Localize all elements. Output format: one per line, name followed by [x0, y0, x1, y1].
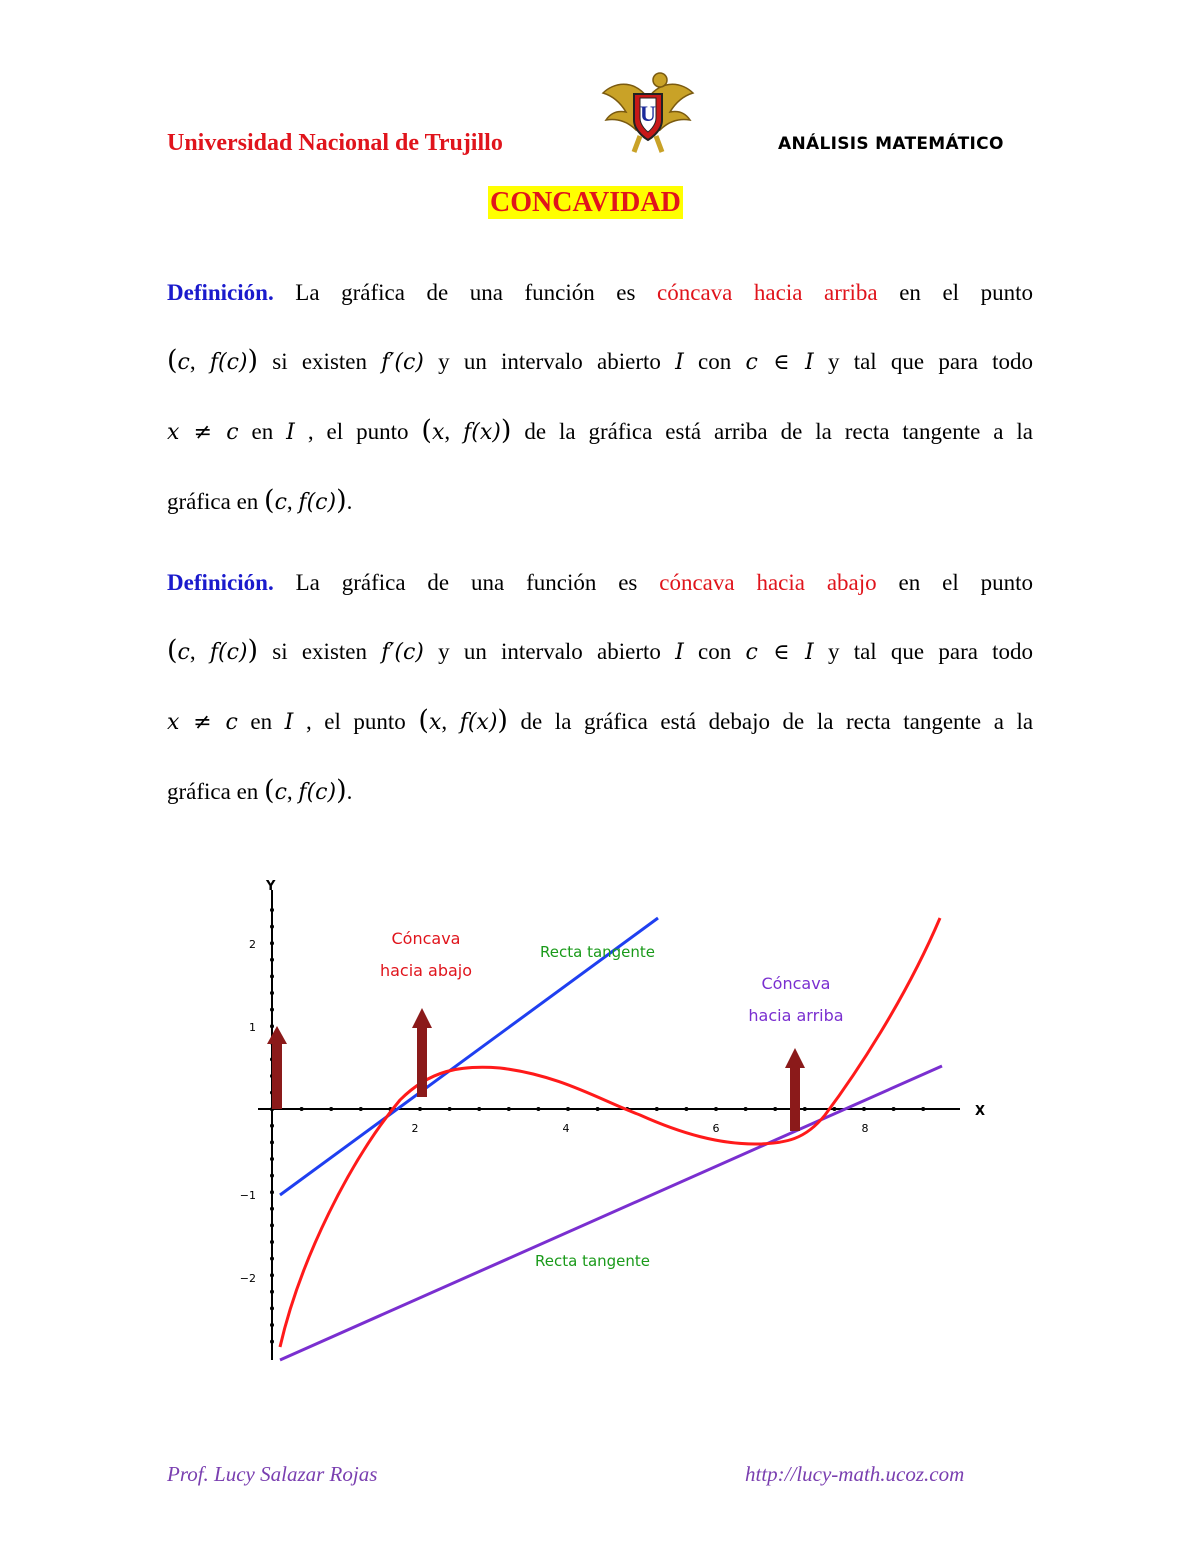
y-tick — [270, 1240, 274, 1244]
function-curve — [280, 918, 940, 1347]
arrow-icon — [785, 1048, 805, 1131]
definition-label: Definición. — [167, 570, 274, 595]
y-tick — [270, 1257, 274, 1261]
concave-down-term: cóncava hacia abajo — [659, 570, 877, 595]
concavity-graph — [240, 860, 1000, 1370]
y-tick — [270, 1290, 274, 1294]
y-tick-label: 2 — [249, 938, 256, 951]
footer-url[interactable]: http://lucy-math.ucoz.com — [745, 1462, 965, 1486]
y-tick — [270, 974, 274, 978]
y-tick — [270, 1174, 274, 1178]
x-tick — [773, 1107, 777, 1111]
x-tick — [329, 1107, 333, 1111]
x-tick — [921, 1107, 925, 1111]
y-tick — [270, 1340, 274, 1344]
x-tick — [714, 1107, 718, 1111]
x-tick — [803, 1107, 807, 1111]
tangent-label: Recta tangente — [535, 1252, 651, 1270]
footer-author: Prof. Lucy Salazar Rojas — [167, 1462, 378, 1486]
x-tick — [596, 1107, 600, 1111]
y-tick — [270, 1124, 274, 1128]
y-tick — [270, 1008, 274, 1012]
university-logo — [598, 68, 698, 156]
tangent-line-bottom — [280, 1066, 942, 1360]
y-tick — [270, 991, 274, 995]
x-axis-label: X — [975, 1104, 986, 1119]
y-tick-label: 1 — [249, 1021, 256, 1034]
x-tick — [744, 1107, 748, 1111]
concave-down-label: hacia abajo — [379, 961, 473, 980]
x-tick — [359, 1107, 363, 1111]
university-name: Universidad Nacional de Trujillo — [167, 130, 503, 156]
arrow-icon — [267, 1026, 287, 1109]
y-tick — [270, 1024, 274, 1028]
x-tick — [892, 1107, 896, 1111]
x-tick-label: 2 — [411, 1122, 419, 1135]
definition-label: Definición. — [167, 280, 274, 305]
tangent-label: Recta tangente — [540, 943, 656, 961]
x-tick — [477, 1107, 481, 1111]
x-tick — [862, 1107, 866, 1111]
concave-up-term: cóncava hacia arriba — [657, 280, 878, 305]
page-title: CONCAVIDAD — [490, 187, 681, 218]
svg-text:U: U — [640, 101, 656, 126]
y-tick — [270, 925, 274, 929]
x-tick-label: 8 — [861, 1122, 869, 1135]
x-tick — [300, 1107, 304, 1111]
concave-up-label: hacia arriba — [748, 1006, 844, 1025]
arrow-icon — [412, 1008, 432, 1097]
course-name: ANÁLISIS MATEMÁTICO — [778, 134, 1004, 154]
y-tick — [270, 1323, 274, 1327]
y-tick — [270, 1140, 274, 1144]
y-tick — [270, 1190, 274, 1194]
x-tick — [448, 1107, 452, 1111]
x-tick-label: 6 — [712, 1122, 720, 1135]
y-tick — [270, 1207, 274, 1211]
y-tick — [270, 941, 274, 945]
x-tick — [684, 1107, 688, 1111]
x-tick-label: 4 — [562, 1122, 570, 1135]
x-tick — [507, 1107, 511, 1111]
y-tick-label: −2 — [240, 1272, 256, 1285]
y-tick — [270, 1223, 274, 1227]
y-tick — [270, 908, 274, 912]
y-axis-label: Y — [266, 879, 276, 894]
y-tick — [270, 1273, 274, 1277]
concave-down-label: Cóncava — [391, 929, 461, 948]
x-tick — [655, 1107, 659, 1111]
definition-concave-up: Definición. La gráfica de una función es cóncava hacia arriba en el punto (c, f(c)) si existen f′(c) y un intervalo abierto I con c ∈ I y tal que para todo x ≠ c en I , el punto (x, f(x)) de la gráfica está arriba de la recta tangente a la gráfica en (c, f(c)). — [167, 280, 1034, 516]
y-tick — [270, 1157, 274, 1161]
y-tick — [270, 958, 274, 962]
definition-concave-down: Definición. La gráfica de una función es cóncava hacia abajo en el punto (c, f(c)) si existen f′(c) y un intervalo abierto I con c ∈ I y tal que para todo x ≠ c en I , el punto (x, f(x)) de la gráfica está debajo de la recta tangente a la gráfica en (c, f(c)). — [167, 570, 1034, 806]
y-tick — [270, 1306, 274, 1310]
concave-up-label: Cóncava — [761, 974, 831, 993]
x-tick — [566, 1107, 570, 1111]
x-tick — [418, 1107, 422, 1111]
x-tick — [536, 1107, 540, 1111]
y-tick-label: −1 — [240, 1189, 256, 1202]
x-tick — [832, 1107, 836, 1111]
